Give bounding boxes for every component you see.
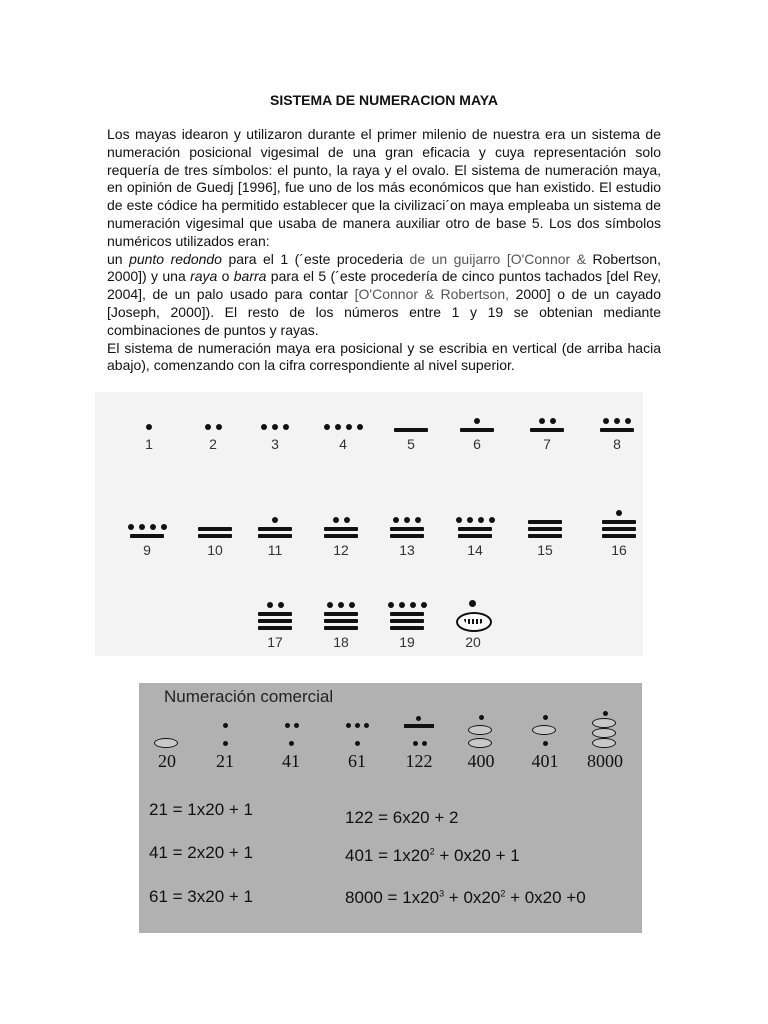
- dot: [128, 524, 134, 530]
- dot: [205, 424, 211, 430]
- bar: [324, 619, 358, 623]
- symbols-paragraph: [107, 251, 661, 340]
- dot: [161, 524, 167, 530]
- maya-numeral: [313, 402, 373, 476]
- dot: [272, 424, 278, 430]
- numeral-value: 14: [467, 542, 483, 558]
- equation: 61 = 3x20 + 1: [149, 887, 253, 906]
- dot: [272, 517, 278, 523]
- maya-numeral: [589, 508, 649, 582]
- maya-numeral: [183, 402, 243, 476]
- bar: [258, 619, 292, 623]
- commercial-numeral: [197, 705, 253, 769]
- text-run-faded: [O'Connor & Robertson,: [354, 286, 509, 303]
- maya-numeral: [245, 508, 305, 582]
- bar: [390, 527, 424, 531]
- bar: [324, 626, 358, 630]
- numeral-value: 12: [333, 542, 349, 558]
- dot: [278, 602, 284, 608]
- dot: [388, 602, 394, 608]
- bar: [602, 520, 636, 524]
- numeral-value: 9: [143, 542, 151, 558]
- shell-icon: [468, 738, 492, 748]
- dot: [261, 424, 267, 430]
- bar: [258, 626, 292, 630]
- dot: [150, 524, 156, 530]
- equation-exponent: 2: [500, 888, 506, 899]
- commercial-numeral: [517, 705, 573, 769]
- dot: [416, 716, 421, 721]
- bar: [602, 527, 636, 531]
- bar: [130, 534, 164, 538]
- bar: [458, 534, 492, 538]
- numeral-value: 3: [271, 436, 279, 452]
- bar: [404, 724, 434, 728]
- bar: [324, 612, 358, 616]
- bar: [324, 527, 358, 531]
- shell-stripes: [464, 619, 484, 624]
- bar: [198, 527, 232, 531]
- equation-exponent: 2: [429, 846, 435, 857]
- bar: [528, 527, 562, 531]
- equation: 21 = 1x20 + 1: [149, 800, 253, 819]
- dot: [338, 602, 344, 608]
- equation-part: + 0x20 +0: [505, 888, 586, 907]
- numeral-value: 15: [537, 542, 553, 558]
- bar: [460, 428, 494, 432]
- text-run-italic: punto redondo: [129, 250, 222, 267]
- bar: [528, 534, 562, 538]
- numeral-value: 7: [543, 436, 551, 452]
- numeral-value: 10: [207, 542, 223, 558]
- dot: [364, 723, 369, 728]
- numeral-value: 4: [339, 436, 347, 452]
- bar: [390, 626, 424, 630]
- dot: [285, 723, 290, 728]
- commercial-value: 20: [158, 751, 176, 771]
- dot: [289, 741, 294, 746]
- maya-numerals-figure: [95, 392, 643, 656]
- dot: [603, 711, 608, 716]
- dot: [335, 424, 341, 430]
- shell-icon: [468, 725, 492, 735]
- dot: [413, 741, 418, 746]
- dot: [324, 424, 330, 430]
- maya-numeral: [119, 402, 179, 476]
- bar: [390, 612, 424, 616]
- text-run: Robertson, 2000]) y una: [107, 250, 661, 285]
- bar: [258, 534, 292, 538]
- dot: [404, 517, 410, 523]
- bar: [528, 520, 562, 524]
- numeral-value: 8: [613, 436, 621, 452]
- dot: [469, 600, 476, 607]
- text-run: para el 1 (´este procederia: [221, 250, 410, 267]
- maya-numeral: [311, 600, 371, 674]
- shell-icon: [592, 738, 616, 748]
- bar: [600, 428, 634, 432]
- maya-numeral: [443, 600, 503, 674]
- numeracion-comercial-figure: [139, 683, 642, 933]
- commercial-numeral: [263, 705, 319, 769]
- dot: [216, 424, 222, 430]
- bar: [394, 428, 428, 432]
- dot: [543, 715, 548, 720]
- commercial-numeral: [139, 705, 195, 769]
- maya-numeral: [377, 508, 437, 582]
- commercial-numeral: [391, 705, 447, 769]
- dot: [346, 723, 351, 728]
- dot: [614, 418, 620, 424]
- maya-numeral: [517, 402, 577, 476]
- position-paragraph: El sistema de numeración maya era posicional y se escribia en vertical (de arriba hacia abajo), comenzando con la cifra correspondiente al nivel superior.: [107, 339, 661, 374]
- text-run: un: [107, 250, 130, 267]
- numeral-value: 20: [465, 634, 481, 650]
- dot: [346, 424, 352, 430]
- text-run-italic: barra: [233, 268, 267, 285]
- equation: [345, 888, 586, 908]
- dot: [543, 741, 548, 746]
- dot: [550, 418, 556, 424]
- dot: [283, 424, 289, 430]
- bar: [258, 527, 292, 531]
- bar: [258, 612, 292, 616]
- numeral-value: 5: [407, 436, 415, 452]
- equation: 122 = 6x20 + 2: [345, 808, 459, 827]
- dot: [327, 602, 333, 608]
- bar: [390, 534, 424, 538]
- equation-part: 401 = 1x20: [345, 846, 430, 865]
- dot: [474, 418, 480, 424]
- dot: [410, 602, 416, 608]
- bar: [390, 619, 424, 623]
- dot: [344, 517, 350, 523]
- dot: [146, 424, 152, 430]
- dot: [489, 517, 495, 523]
- maya-numeral: [185, 508, 245, 582]
- dot: [456, 517, 462, 523]
- dot: [294, 723, 299, 728]
- bar: [602, 534, 636, 538]
- dot: [625, 418, 631, 424]
- dot: [139, 524, 145, 530]
- commercial-value: 122: [405, 751, 433, 771]
- maya-numeral: [447, 402, 507, 476]
- dot: [616, 510, 622, 516]
- commercial-value: 41: [282, 751, 300, 771]
- text-run: o: [217, 268, 234, 285]
- commercial-value: 401: [531, 751, 559, 771]
- text-run-italic: raya: [190, 268, 218, 285]
- maya-numeral: [445, 508, 505, 582]
- maya-numeral: [117, 508, 177, 582]
- bar: [530, 428, 564, 432]
- commercial-numeral: [453, 705, 509, 769]
- text-run: para el 5 (´este procedería de cinco puntos tachados [del Rey, 2004], de un palo usado para contar: [107, 268, 661, 303]
- numeral-value: 16: [611, 542, 627, 558]
- equation-exponent: 3: [439, 888, 445, 899]
- dot: [357, 424, 363, 430]
- dot: [467, 517, 473, 523]
- commercial-value: 61: [348, 751, 366, 771]
- numeral-value: 11: [267, 542, 283, 558]
- shell-icon: [154, 738, 178, 748]
- text-run-faded: de un guijarro [O'Connor &: [409, 250, 587, 267]
- intro-paragraph: Los mayas idearon y utilizaron durante el primer milenio de nuestra era un sistema de numeración posicional vigesimal de una gran eficacia y cuya representación solo requería de tres símbolos: el punto, la raya y el ovalo. El sistema de numeración maya, en opinión de Guedj [1996], fue uno de los más económicos que han existido. El estudio de este códice ha permitido establecer que la civilizaci´on maya empleaba un sistema de numeración vigesimal que usaba de manera auxiliar otro de base 5. Los dos símbolos numéricos utilizados eran:: [107, 126, 661, 249]
- dot: [399, 602, 405, 608]
- dot: [415, 517, 421, 523]
- numeral-value: 18: [333, 634, 349, 650]
- numeral-value: 13: [399, 542, 415, 558]
- commercial-value: 8000: [587, 751, 623, 771]
- dot: [539, 418, 545, 424]
- maya-numeral: [381, 402, 441, 476]
- dot: [479, 715, 484, 720]
- bar: [198, 534, 232, 538]
- numeral-value: 1: [145, 436, 153, 452]
- numeral-value: 19: [399, 634, 415, 650]
- dot: [223, 741, 228, 746]
- dot: [393, 517, 399, 523]
- numeral-value: 17: [267, 634, 283, 650]
- page-title: SISTEMA DE NUMERACION MAYA: [270, 92, 498, 108]
- equation: 41 = 2x20 + 1: [149, 843, 253, 862]
- shell-icon: [532, 725, 556, 735]
- numeral-value: 6: [473, 436, 481, 452]
- dot: [478, 517, 484, 523]
- body-text: [107, 126, 661, 375]
- maya-numeral: [587, 402, 647, 476]
- dot: [349, 602, 355, 608]
- figure-title: Numeración comercial: [164, 687, 334, 706]
- commercial-value: 400: [467, 751, 495, 771]
- text-run: 2000] o de un cayado [Joseph, 2000]). El resto de los números entre 1 y 19 se obtenian mediante combinaciones de puntos y rayas.: [107, 286, 661, 338]
- equation: [345, 846, 520, 866]
- maya-numeral: [311, 508, 371, 582]
- dot: [603, 418, 609, 424]
- commercial-numeral: [577, 705, 633, 769]
- commercial-value: 21: [216, 751, 234, 771]
- maya-numeral: [377, 600, 437, 674]
- maya-numeral: [245, 402, 305, 476]
- numeral-value: 2: [209, 436, 217, 452]
- dot: [355, 741, 360, 746]
- dot: [267, 602, 273, 608]
- dot: [333, 517, 339, 523]
- dot: [355, 723, 360, 728]
- bar: [458, 527, 492, 531]
- commercial-numeral: [329, 705, 385, 769]
- equation-part: 8000 = 1x20: [345, 888, 440, 907]
- shell-icon: [592, 728, 616, 738]
- shell-icon: [592, 718, 616, 728]
- dot: [223, 723, 228, 728]
- maya-numeral: [245, 600, 305, 674]
- dot: [421, 602, 427, 608]
- equation-part: + 0x20: [444, 888, 501, 907]
- maya-numeral: [515, 508, 575, 582]
- bar: [324, 534, 358, 538]
- dot: [422, 741, 427, 746]
- equation-part: + 0x20 + 1: [434, 846, 520, 865]
